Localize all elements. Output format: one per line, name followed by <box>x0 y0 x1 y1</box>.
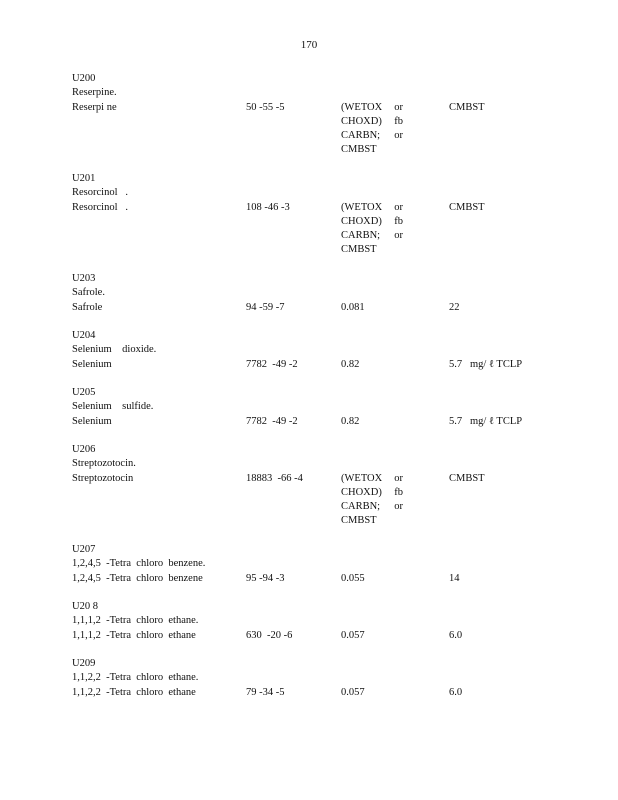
waste-entry <box>72 543 552 586</box>
wastewater-term: (WETOX <box>341 201 383 213</box>
waste-entry <box>72 329 552 372</box>
wastewater-line <box>341 358 403 372</box>
waste-title: Reserpine. <box>72 87 117 99</box>
nonwastewater-standard: CMBST <box>449 101 485 113</box>
wastewater-term: 0.82 <box>341 358 360 370</box>
nonwastewater-standard: 5.7 mg/ ℓ TCLP <box>449 415 523 427</box>
wastewater-term: (WETOX <box>341 101 383 113</box>
wastewater-term: CARBN; <box>341 130 381 142</box>
wastewater-term: CMBST <box>341 144 377 156</box>
constituent-name: 1,2,4,5 -Tetra chloro benzene <box>72 572 203 584</box>
waste-title: 1,1,1,2 -Tetra chloro ethane. <box>72 615 199 627</box>
waste-title: 1,2,4,5 -Tetra chloro benzene. <box>72 558 206 570</box>
constituent-row <box>72 201 552 256</box>
wastewater-connector: fb <box>394 215 403 227</box>
wastewater-standard <box>341 201 403 258</box>
constituent-name: Selenium <box>72 415 112 427</box>
constituent-row <box>72 572 552 586</box>
constituent-row <box>72 301 552 315</box>
cas-number: 94 -59 -7 <box>246 301 285 313</box>
wastewater-standard <box>341 301 403 315</box>
constituent-name: Resorcinol . <box>72 201 128 213</box>
waste-entry <box>72 657 552 700</box>
wastewater-line <box>341 301 403 315</box>
cas-number: 108 -46 -3 <box>246 201 290 213</box>
waste-title: Selenium sulfide. <box>72 401 154 413</box>
wastewater-term: CARBN; <box>341 230 381 242</box>
constituent-name: 1,1,1,2 -Tetra chloro ethane <box>72 629 196 641</box>
wastewater-term: 0.82 <box>341 415 360 427</box>
waste-code: U20 8 <box>72 601 98 612</box>
wastewater-standard <box>341 358 403 372</box>
wastewater-standard <box>341 572 403 586</box>
waste-code: U209 <box>72 658 96 669</box>
wastewater-standard <box>341 415 403 429</box>
wastewater-line <box>341 500 403 514</box>
wastewater-standard <box>341 629 403 643</box>
wastewater-term: CHOXD) <box>341 215 382 227</box>
wastewater-connector: fb <box>394 115 403 127</box>
wastewater-term: 0.057 <box>341 629 365 641</box>
nonwastewater-standard: 5.7 mg/ ℓ TCLP <box>449 358 523 370</box>
constituent-row <box>72 101 552 156</box>
cas-number: 7782 -49 -2 <box>246 358 298 370</box>
wastewater-connector: or <box>394 472 403 484</box>
cas-number: 18883 -66 -4 <box>246 472 303 484</box>
waste-code: U201 <box>72 173 96 184</box>
waste-entry <box>72 72 552 156</box>
wastewater-term: 0.055 <box>341 572 365 584</box>
waste-code: U205 <box>72 387 96 398</box>
wastewater-connector: or <box>394 130 403 142</box>
constituent-name: Selenium <box>72 358 112 370</box>
constituent-name: Reserpi ne <box>72 101 117 113</box>
wastewater-line <box>341 229 403 243</box>
wastewater-connector: or <box>394 501 403 513</box>
wastewater-term: CMBST <box>341 244 377 256</box>
constituent-name: Safrole <box>72 301 103 313</box>
waste-entry <box>72 386 552 429</box>
constituent-row <box>72 472 552 527</box>
wastewater-standard <box>341 686 403 700</box>
wastewater-term: CMBST <box>341 515 377 527</box>
wastewater-term: CHOXD) <box>341 115 382 127</box>
wastewater-standard <box>341 101 403 158</box>
nonwastewater-standard: CMBST <box>449 201 485 213</box>
wastewater-line <box>341 629 403 643</box>
wastewater-term: CHOXD) <box>341 486 382 498</box>
waste-title: 1,1,2,2 -Tetra chloro ethane. <box>72 672 199 684</box>
waste-title: Resorcinol . <box>72 187 128 199</box>
wastewater-line <box>341 143 403 157</box>
wastewater-term: (WETOX <box>341 472 383 484</box>
nonwastewater-standard: 14 <box>449 572 460 584</box>
constituent-name: 1,1,2,2 -Tetra chloro ethane <box>72 686 196 698</box>
constituent-row <box>72 629 552 643</box>
waste-title: Selenium dioxide. <box>72 344 157 356</box>
waste-entry <box>72 172 552 256</box>
constituent-row <box>72 686 552 700</box>
wastewater-line <box>341 572 403 586</box>
wastewater-term: 0.081 <box>341 301 365 313</box>
waste-code: U206 <box>72 444 96 455</box>
wastewater-line <box>341 514 403 528</box>
wastewater-line <box>341 215 403 229</box>
wastewater-line <box>341 129 403 143</box>
wastewater-line <box>341 486 403 500</box>
cas-number: 7782 -49 -2 <box>246 415 298 427</box>
wastewater-term: 0.057 <box>341 686 365 698</box>
nonwastewater-standard: 22 <box>449 301 460 313</box>
wastewater-line <box>341 201 403 215</box>
wastewater-line <box>341 415 403 429</box>
cas-number: 630 -20 -6 <box>246 629 293 641</box>
cas-number: 50 -55 -5 <box>246 101 285 113</box>
constituent-name: Streptozotocin <box>72 472 134 484</box>
wastewater-line <box>341 686 403 700</box>
constituent-row <box>72 415 552 429</box>
wastewater-standard <box>341 472 403 529</box>
nonwastewater-standard: 6.0 <box>449 629 463 641</box>
wastewater-term: CARBN; <box>341 501 381 513</box>
waste-code: U204 <box>72 330 96 341</box>
cas-number: 79 -34 -5 <box>246 686 285 698</box>
waste-code: U203 <box>72 273 96 284</box>
wastewater-connector: fb <box>394 486 403 498</box>
cas-number: 95 -94 -3 <box>246 572 285 584</box>
wastewater-connector: or <box>394 201 403 213</box>
constituent-row <box>72 358 552 372</box>
nonwastewater-standard: CMBST <box>449 472 485 484</box>
wastewater-line <box>341 101 403 115</box>
wastewater-connector: or <box>394 101 403 113</box>
wastewater-line <box>341 472 403 486</box>
wastewater-line <box>341 243 403 257</box>
waste-code: U200 <box>72 73 96 84</box>
nonwastewater-standard: 6.0 <box>449 686 463 698</box>
wastewater-line <box>341 115 403 129</box>
waste-entry <box>72 443 552 527</box>
waste-title: Safrole. <box>72 287 105 299</box>
wastewater-connector: or <box>394 230 403 242</box>
page-number: 170 <box>300 39 318 51</box>
waste-entry <box>72 272 552 315</box>
waste-title: Streptozotocin. <box>72 458 136 470</box>
waste-entry <box>72 600 552 643</box>
waste-code: U207 <box>72 544 96 555</box>
